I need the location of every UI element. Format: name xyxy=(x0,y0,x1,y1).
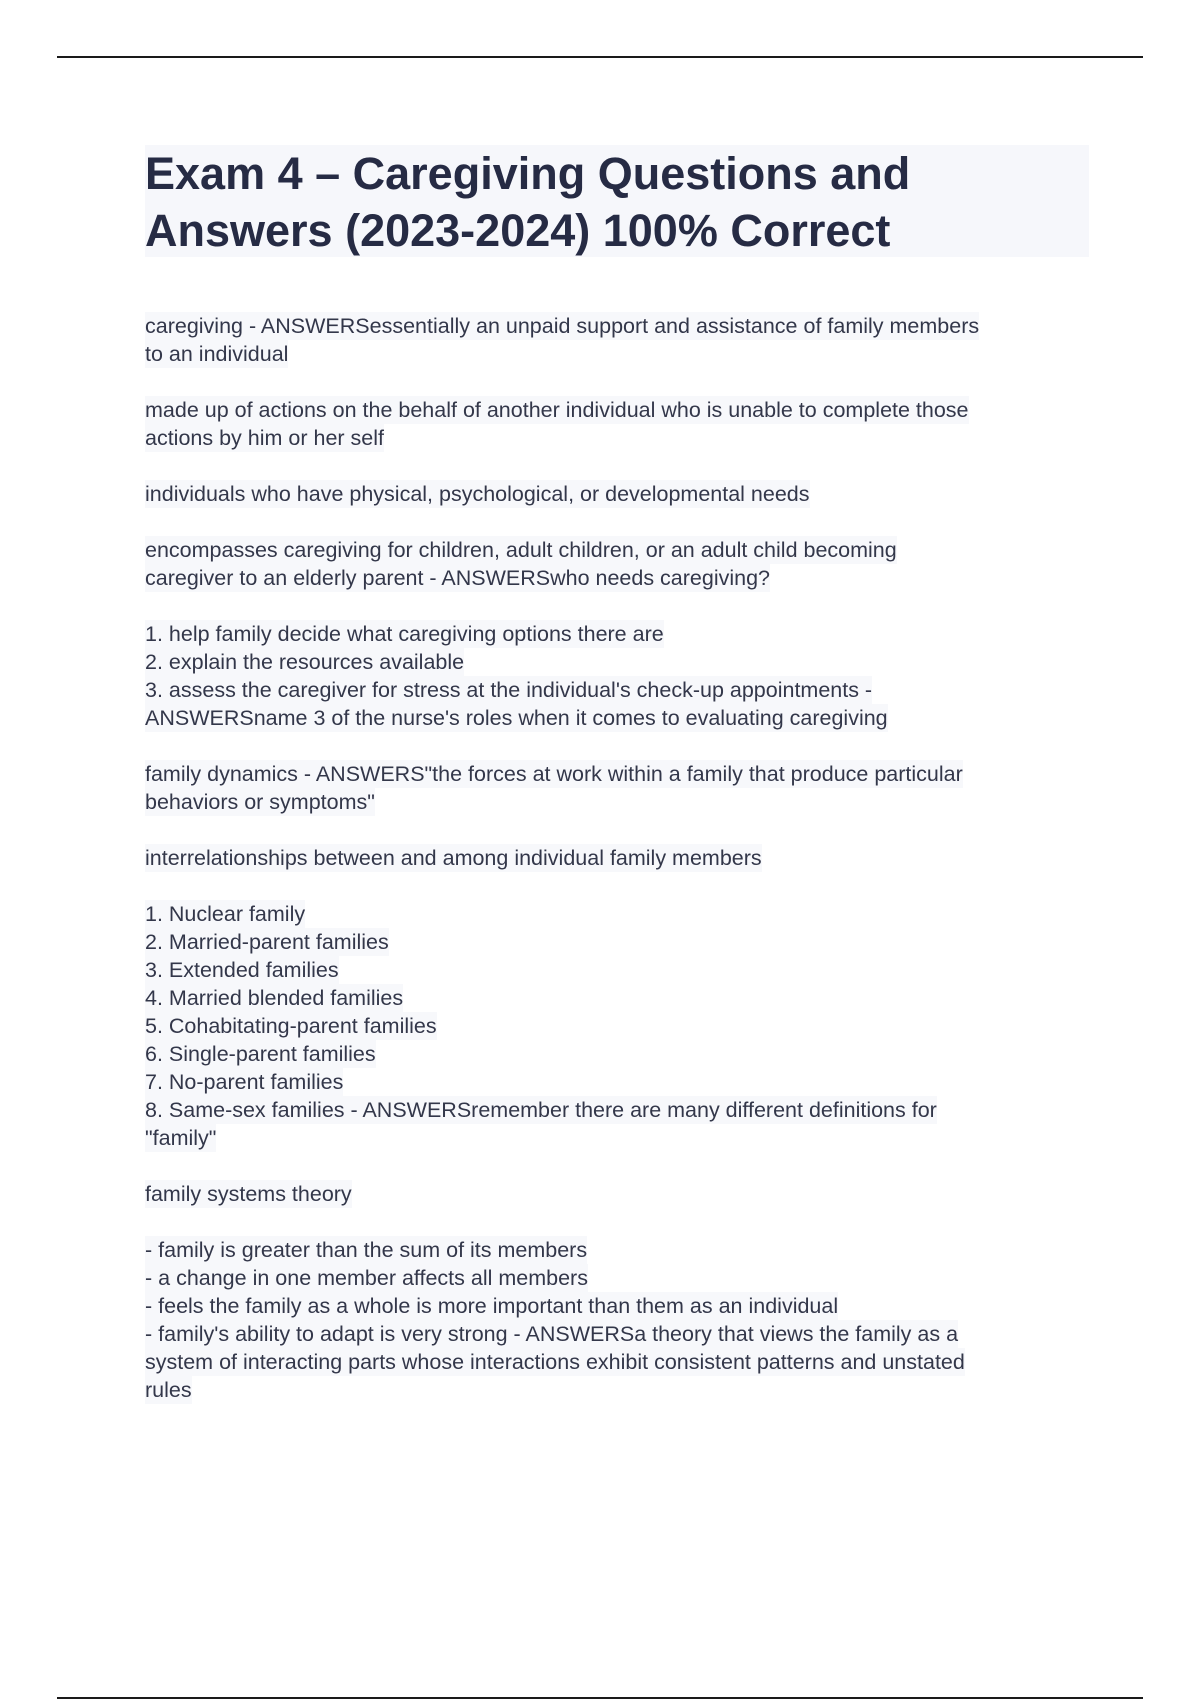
title-line-1: Exam 4 – Caregiving Questions and xyxy=(145,148,911,199)
text-line: 8. Same-sex families - ANSWERSremember there are many different definitions for xyxy=(145,1098,937,1122)
paragraph xyxy=(145,312,1089,368)
paragraph xyxy=(145,620,1089,732)
paragraph xyxy=(145,1236,1089,1404)
text-line: 6. Single-parent families xyxy=(145,1042,376,1066)
text-line: "family" xyxy=(145,1126,217,1150)
paragraph xyxy=(145,1180,1089,1208)
top-rule xyxy=(57,56,1143,58)
text-line: rules xyxy=(145,1378,192,1402)
text-line: - a change in one member affects all members xyxy=(145,1266,588,1290)
text-line: made up of actions on the behalf of another individual who is unable to complete those xyxy=(145,398,969,422)
text-line: encompasses caregiving for children, adult children, or an adult child becoming xyxy=(145,538,897,562)
document-content xyxy=(145,145,1089,1432)
page-title xyxy=(145,145,1089,259)
title-line-2: Answers (2023-2024) 100% Correct xyxy=(145,205,891,256)
text-line: 1. help family decide what caregiving options there are xyxy=(145,622,664,646)
title-block xyxy=(145,145,1089,257)
paragraph xyxy=(145,760,1089,816)
text-line: 2. explain the resources available xyxy=(145,650,465,674)
text-line: caregiver to an elderly parent - ANSWERSwho needs caregiving? xyxy=(145,566,771,590)
text-line: system of interacting parts whose interactions exhibit consistent patterns and unstated xyxy=(145,1350,965,1374)
text-line: - feels the family as a whole is more important than them as an individual xyxy=(145,1294,839,1318)
text-line: 2. Married-parent families xyxy=(145,930,389,954)
paragraph xyxy=(145,480,1089,508)
text-line: 7. No-parent families xyxy=(145,1070,344,1094)
text-line: behaviors or symptoms" xyxy=(145,790,375,814)
text-line: actions by him or her self xyxy=(145,426,384,450)
document-body xyxy=(145,312,1089,1404)
text-line: family systems theory xyxy=(145,1182,352,1206)
text-line: ANSWERSname 3 of the nurse's roles when it comes to evaluating caregiving xyxy=(145,706,888,730)
text-line: individuals who have physical, psychological, or developmental needs xyxy=(145,482,810,506)
paragraph xyxy=(145,396,1089,452)
paragraph xyxy=(145,844,1089,872)
paragraph xyxy=(145,536,1089,592)
text-line: 5. Cohabitating-parent families xyxy=(145,1014,437,1038)
text-line: 1. Nuclear family xyxy=(145,902,306,926)
text-line: interrelationships between and among individual family members xyxy=(145,846,762,870)
text-line: 3. assess the caregiver for stress at the individual's check-up appointments - xyxy=(145,678,873,702)
paragraph xyxy=(145,900,1089,1152)
text-line: caregiving - ANSWERSessentially an unpaid support and assistance of family members xyxy=(145,314,980,338)
text-line: - family is greater than the sum of its members xyxy=(145,1238,588,1262)
text-line: to an individual xyxy=(145,342,289,366)
text-line: - family's ability to adapt is very strong - ANSWERSa theory that views the family as a xyxy=(145,1322,959,1346)
bottom-rule xyxy=(57,1697,1143,1699)
text-line: 3. Extended families xyxy=(145,958,339,982)
text-line: 4. Married blended families xyxy=(145,986,404,1010)
text-line: family dynamics - ANSWERS"the forces at work within a family that produce particular xyxy=(145,762,963,786)
